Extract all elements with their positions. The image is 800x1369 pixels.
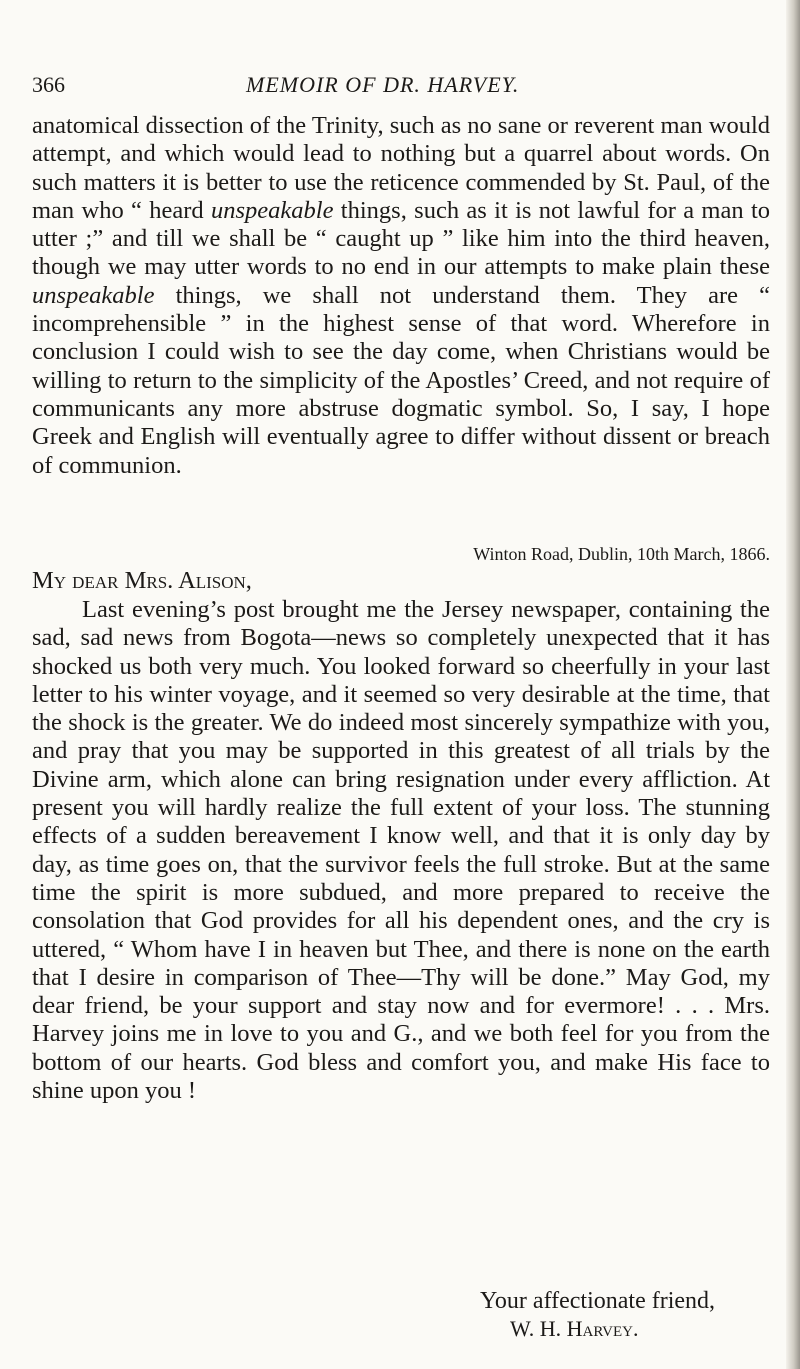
letter-salutation: My dear Mrs. Alison, <box>32 567 252 594</box>
letter-dateline: Winton Road, Dublin, 10th March, 1866. <box>473 544 770 564</box>
paragraph-text-part-1: anatomical dissection of the Trinity, such as no sane or reverent man would attempt, and which would lead to nothing but a quarrel about words. On such matters it is better to use the reticence commended by St. Paul, of the man who “ heard <box>32 112 771 224</box>
paragraph-text-part-3: things, we shall not understand them. They are “ incomprehensible ” in the highest sense of that word. Wherefore in conclusion I could wish to see the day come, when Christians would be willing to return to the simplicity of the Apostles’ Creed, and not require of communicants any more abstruse dogmatic symbol. So, I say, I hope Greek and English will eventually agree to differ without dissent or breach of communion. <box>32 281 770 479</box>
body-text <box>32 112 770 480</box>
page-edge-shadow <box>786 0 800 1369</box>
paragraph-continued <box>32 112 770 480</box>
italic-word-unspeakable-2: unspeakable <box>32 281 155 309</box>
letter-body: Last evening’s post brought me the Jersey newspaper, containing the sad, sad news from Bogota—news so completely unexpected that it has shocked us both very much. You looked forward so cheerfully in your last letter to his winter voyage, and it seemed so very desirable at the time, that the shock is the greater. We do indeed most sincerely sympathize with you, and pray that you may be supported in this greatest of all trials by the Divine arm, which alone can bring resignation under every affliction. At present you will hardly realize the full extent of your loss. The stunning effects of a sudden bereavement I know well, and that it is only day by day, as time goes on, that the survivor feels the full stroke. But at the same time the spirit is more subdued, and more prepared to receive the consolation that God provides for all his dependent ones, and the cry is uttered, “ Whom have I in heaven but Thee, and there is none on the earth that I desire in comparison of Thee—Thy will be done.” May God, my dear friend, be your support and stay now and for evermore! . . . Mrs. Harvey joins me in love to you and G., and we both feel for you from the bottom of our hearts. God bless and comfort you, and make His face to shine upon you ! <box>32 596 770 1105</box>
page-number: 366 <box>32 72 65 97</box>
page-header <box>32 72 762 102</box>
italic-word-unspeakable-1: unspeakable <box>211 196 334 224</box>
letter-signature: W. H. Harvey. <box>510 1316 639 1341</box>
letter-closing: Your affectionate friend, <box>480 1288 716 1314</box>
paragraph-text-part-2: things, such as it is not lawful for a man to utter ;” and till we shall be “ caught up ” like him into the third heaven, though we may utter words to no end in our attempts to make plain these <box>32 196 771 281</box>
running-title: MEMOIR OF DR. HARVEY. <box>246 72 520 97</box>
